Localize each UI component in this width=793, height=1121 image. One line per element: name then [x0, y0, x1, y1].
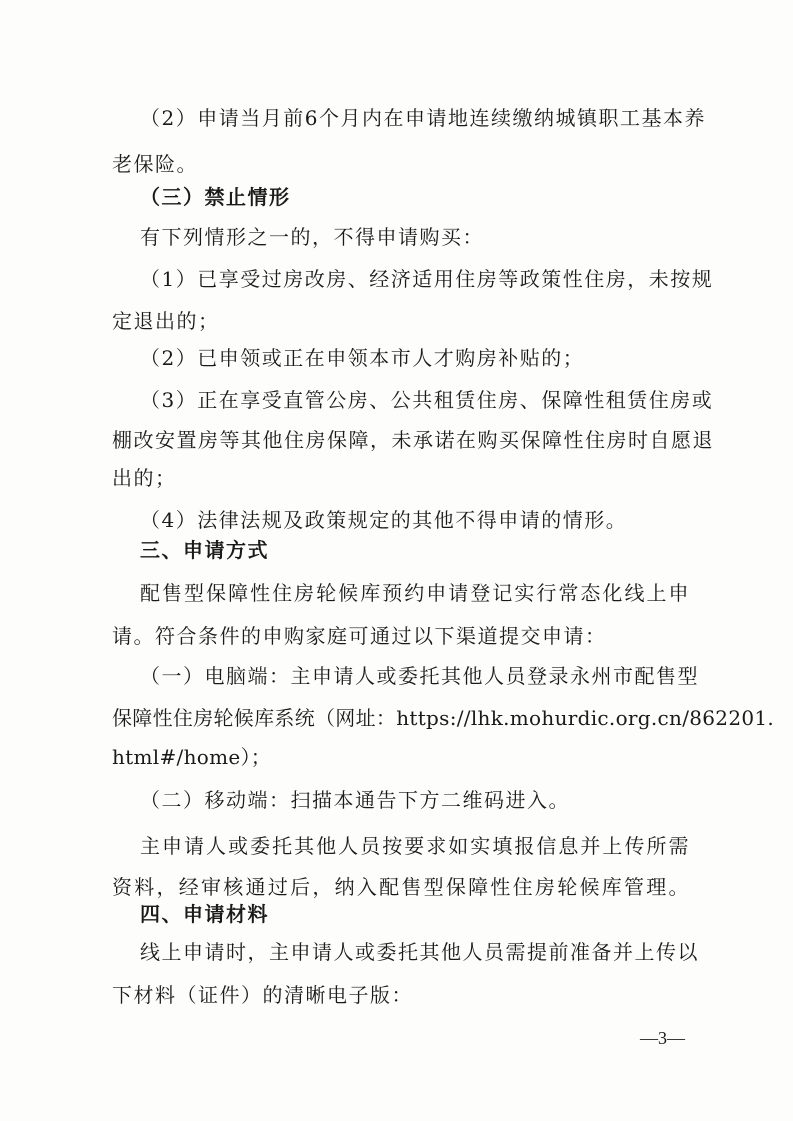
paragraph-line: （2）申请当月前6个月内在申请地连续缴纳城镇职工基本养: [140, 106, 706, 130]
section-heading: 三、申请方式: [140, 538, 269, 562]
paragraph-line: 线上申请时，主申请人或委托其他人员需提前准备并上传以: [140, 940, 699, 964]
paragraph-line: 老保险。: [112, 152, 198, 176]
paragraph-line: （1）已享受过房改房、经济适用住房等政策性住房，未按规: [140, 267, 714, 291]
paragraph-line: 棚改安置房等其他住房保障，未承诺在购买保障性住房时自愿退: [112, 428, 714, 452]
paragraph-line: （2）已申领或正在申领本市人才购房补贴的；: [140, 346, 585, 370]
page-number: —3—: [640, 1028, 685, 1048]
paragraph-line: 资料，经审核通过后，纳入配售型保障性住房轮候库管理。: [112, 875, 690, 899]
paragraph-line: （3）正在享受直管公房、公共租赁住房、保障性租赁住房或: [140, 388, 714, 412]
section-heading: （三）禁止情形: [140, 185, 291, 209]
paragraph-line: 请。符合条件的申购家庭可通过以下渠道提交申请：: [112, 624, 607, 648]
paragraph-line: 有下列情形之一的，不得申请购买：: [140, 225, 484, 249]
paragraph-line: 保障性住房轮候库系统（网址：https://lhk.mohurdic.org.cn/862201.: [112, 706, 775, 730]
paragraph-line: 下材料（证件）的清晰电子版：: [112, 983, 413, 1007]
section-heading: 四、申请材料: [140, 902, 269, 926]
paragraph-line: html#/home）；: [112, 745, 272, 769]
paragraph-line: （二）移动端：扫描本通告下方二维码进入。: [140, 788, 570, 812]
paragraph-line: 配售型保障性住房轮候库预约申请登记实行常态化线上申: [140, 581, 690, 605]
paragraph-line: 出的；: [112, 466, 177, 490]
paragraph-line: （4）法律法规及政策规定的其他不得申请的情形。: [140, 508, 628, 532]
paragraph-line: 定退出的；: [112, 309, 220, 333]
paragraph-line: 主申请人或委托其他人员按要求如实填报信息并上传所需: [140, 834, 690, 858]
paragraph-line: （一）电脑端：主申请人或委托其他人员登录永州市配售型: [140, 664, 699, 688]
